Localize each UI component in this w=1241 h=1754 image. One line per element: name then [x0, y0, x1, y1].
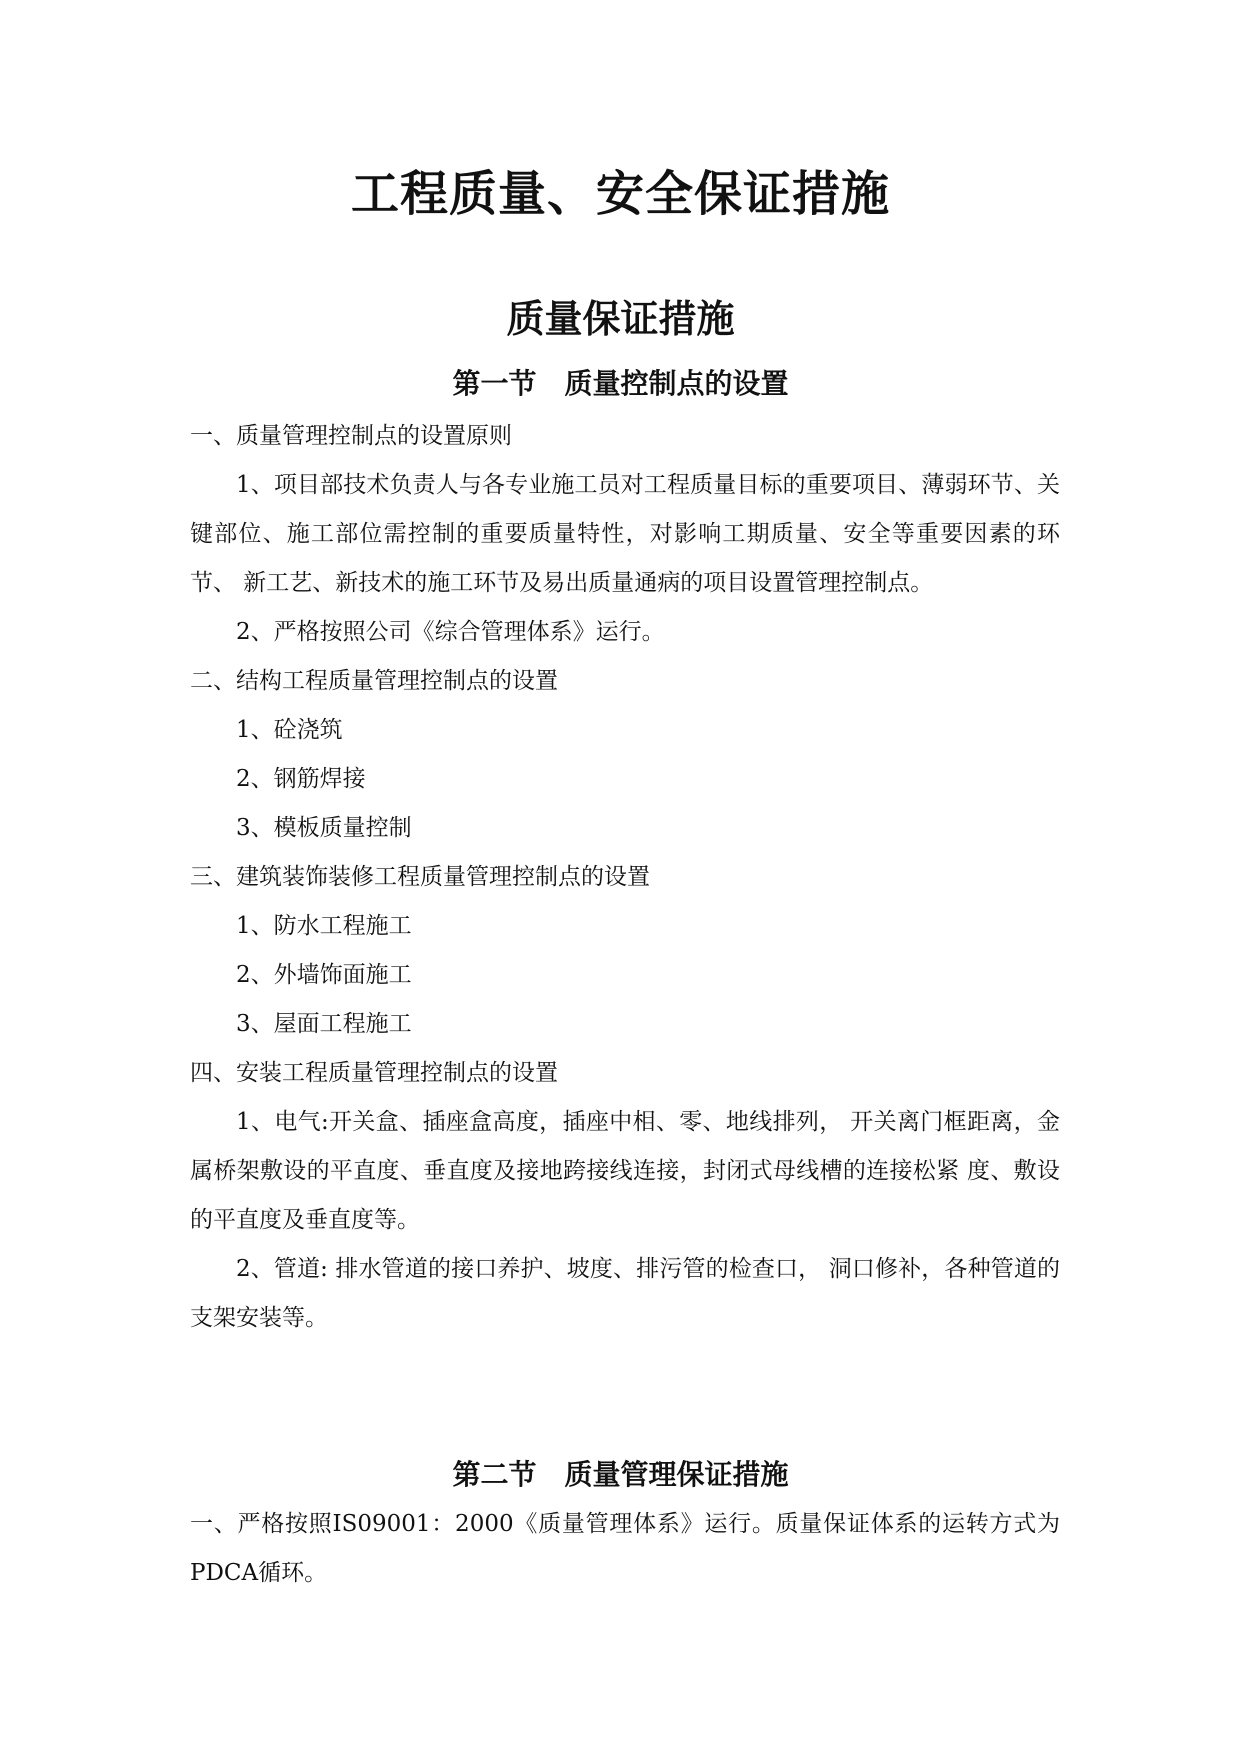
paragraph: 3、模板质量控制: [236, 815, 412, 841]
section-heading: 第二节 质量管理保证措施: [452, 1458, 789, 1491]
part-title: 质量保证措施: [506, 296, 735, 341]
section-heading: 第一节 质量控制点的设置: [452, 367, 789, 400]
paragraph: 四、安装工程质量管理控制点的设置: [190, 1060, 558, 1086]
paragraph: 1、防水工程施工: [236, 913, 412, 939]
paragraph: 一、严格按照IS09001：2000《质量管理体系》运行。质量保证体系的运转方式为PDCA循环。: [190, 1511, 1060, 1586]
paragraph: 3、屋面工程施工: [236, 1011, 412, 1037]
paragraph: 一、质量管理控制点的设置原则: [190, 423, 512, 449]
paragraph: 1、电气:开关盒、插座盒高度，插座中相、零、地线排列， 开关离门框距离，金属桥架敷设的平直度、垂直度及接地跨接线连接，封闭式母线槽的连接松紧 度、敷设的平直度及垂直度等。: [190, 1109, 1060, 1233]
paragraph: 二、结构工程质量管理控制点的设置: [190, 668, 558, 694]
paragraph: 1、项目部技术负责人与各专业施工员对工程质量目标的重要项目、薄弱环节、关键部位、施工部位需控制的重要质量特性，对影响工期质量、安全等重要因素的环节、 新工艺、新技术的施工环节及易出质量通病的项目设置管理控制点。: [190, 472, 1060, 596]
paragraph: 2、管道: 排水管道的接口养护、坡度、排污管的检查口， 洞口修补，各种管道的支架安装等。: [190, 1256, 1060, 1331]
paragraph: 2、严格按照公司《综合管理体系》运行。: [236, 619, 665, 645]
paragraph: 1、砼浇筑: [236, 717, 343, 743]
section-body: [190, 1500, 1060, 1598]
paragraph: 2、外墙饰面施工: [236, 962, 412, 988]
paragraph: 三、建筑装饰装修工程质量管理控制点的设置: [190, 864, 650, 890]
paragraph: 2、钢筋焊接: [236, 766, 366, 792]
document-title: 工程质量、安全保证措施: [350, 166, 890, 222]
section-body: [190, 412, 1060, 1343]
